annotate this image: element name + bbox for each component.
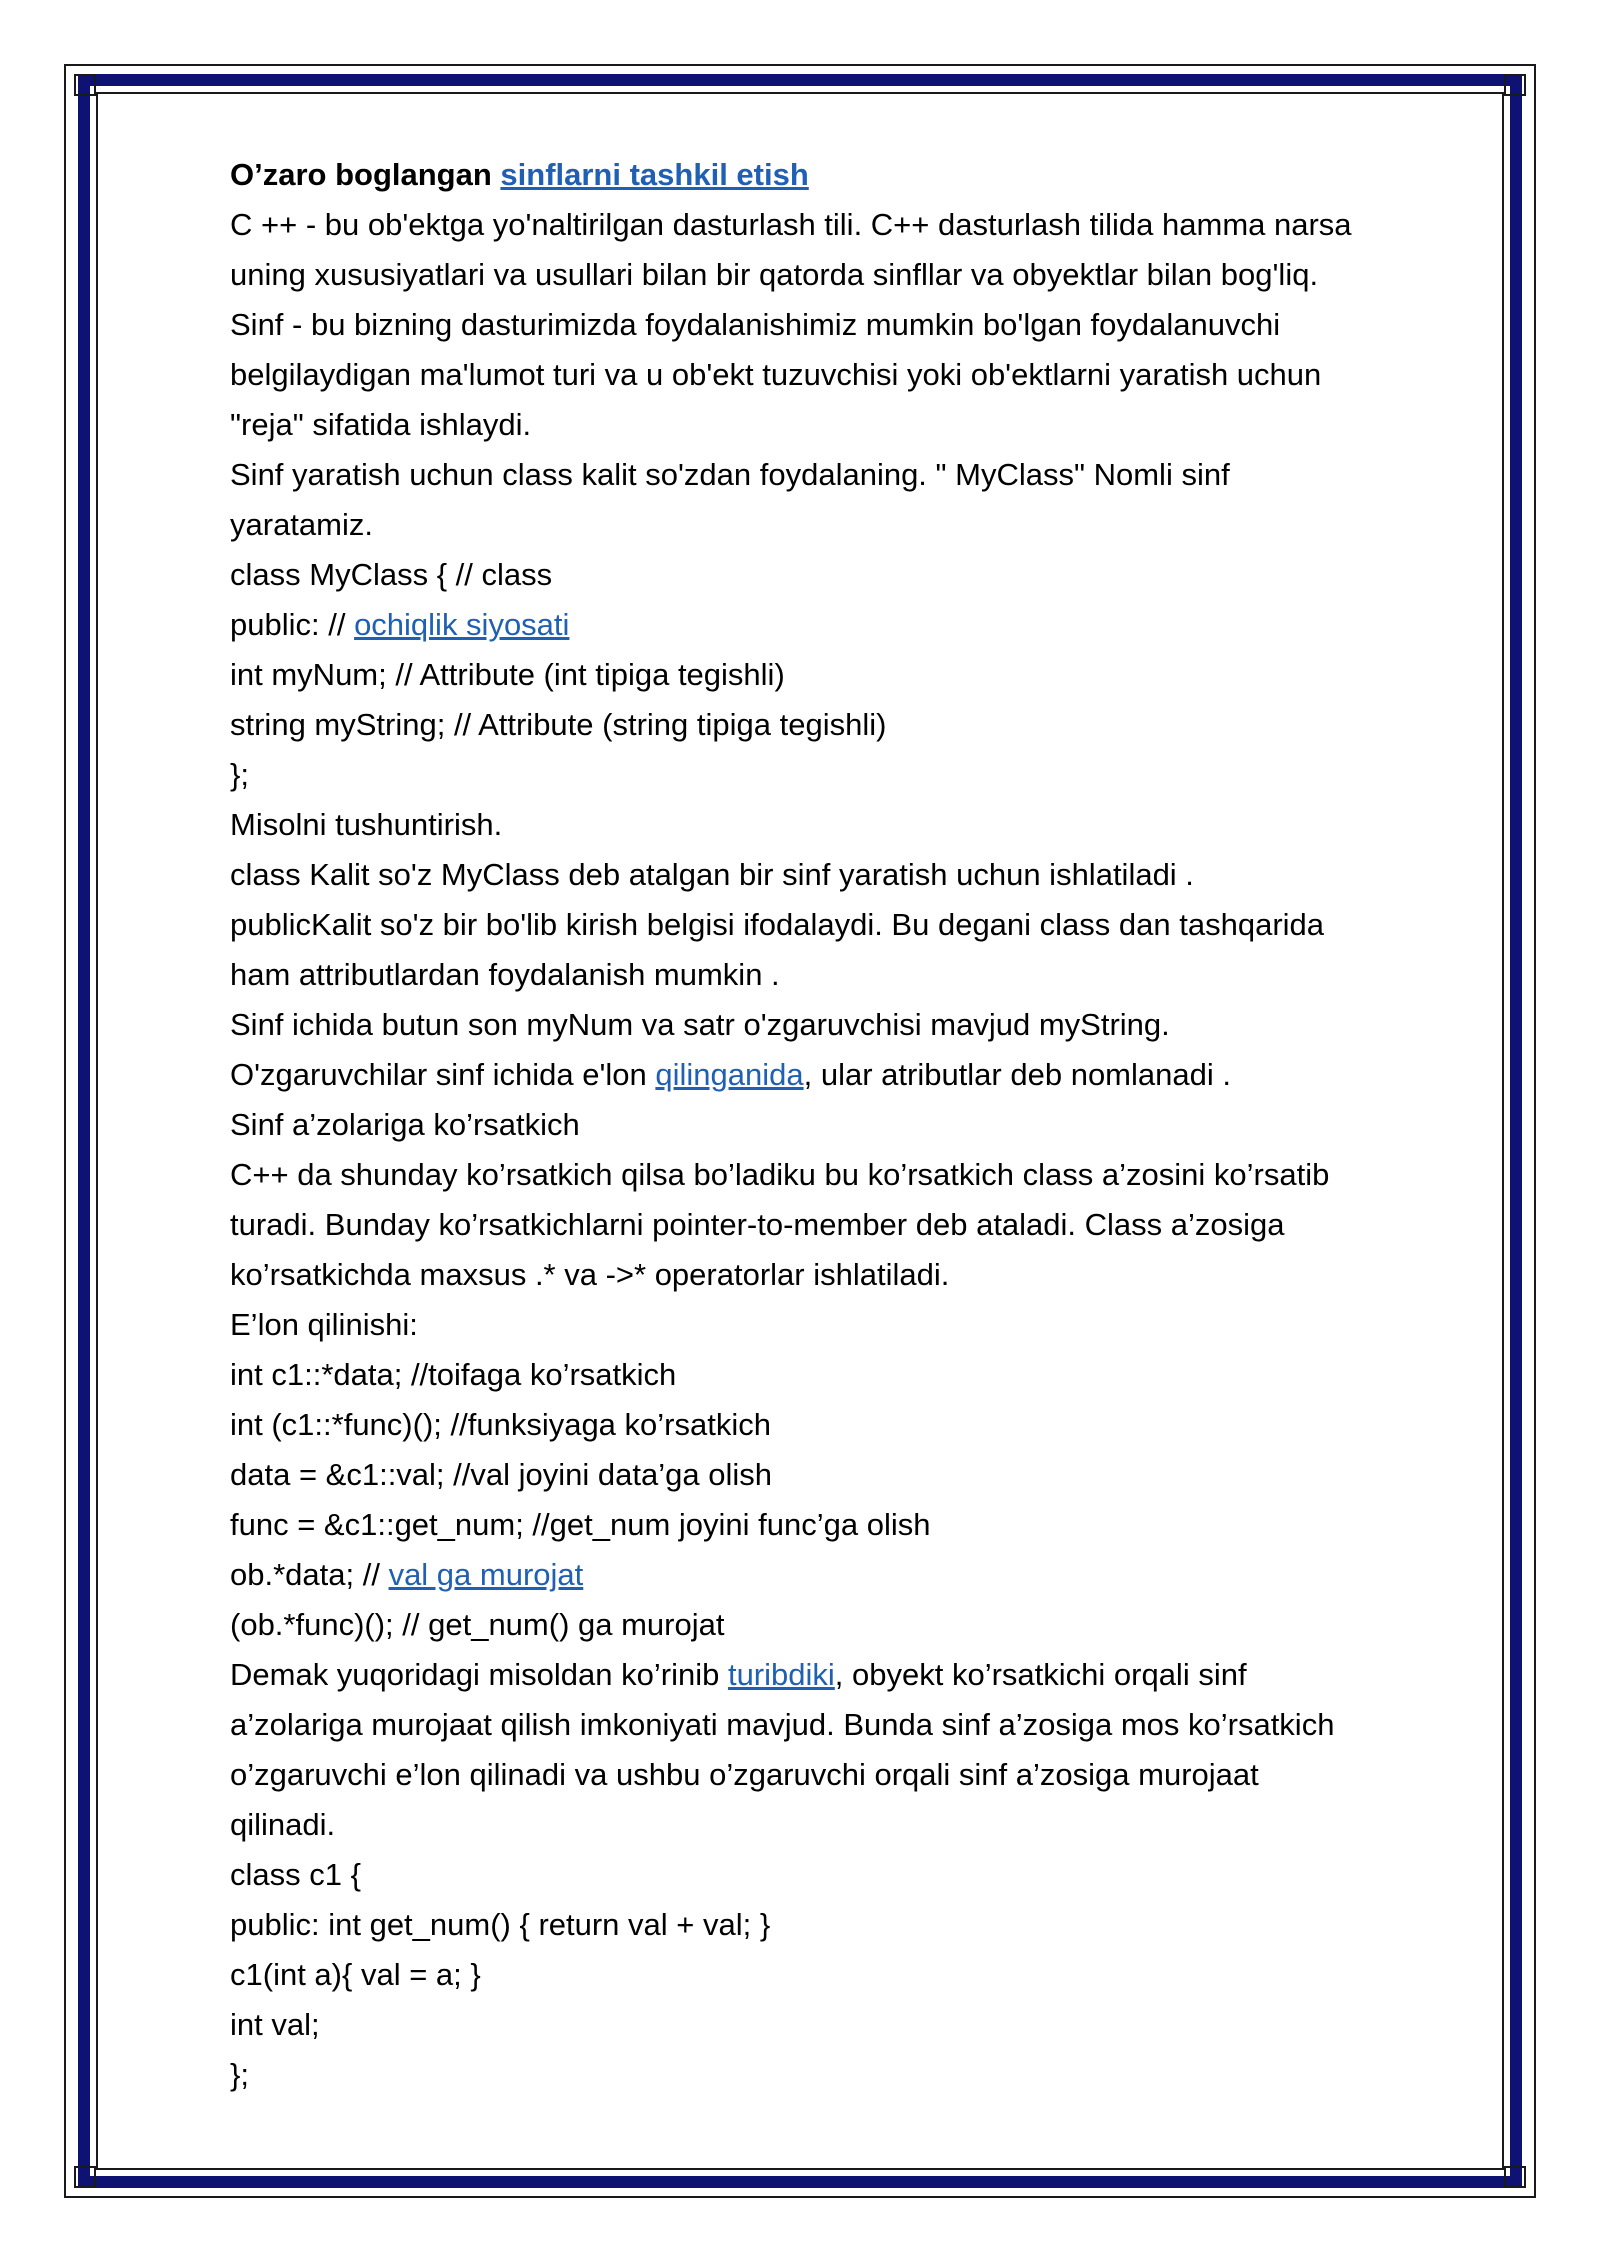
- code-line: class c1 {: [230, 1857, 361, 1892]
- text-line: qilinadi.: [230, 1807, 336, 1842]
- text-line: o’zgaruvchi e’lon qilinadi va ushbu o’zgaruvchi orqali sinf a’zosiga murojaat: [230, 1757, 1259, 1792]
- text-line: ko’rsatkichda maxsus .* va ->* operatorlar ishlatiladi.: [230, 1257, 950, 1292]
- text-line: turadi. Bunday ko’rsatkichlarni pointer-to-member deb ataladi. Class a’zosiga: [230, 1207, 1285, 1242]
- text-line: C ++ - bu ob'ektga yo'naltirilgan dasturlash tili. C++ dasturlash tilida hamma narsa: [230, 207, 1352, 242]
- code-line: int (c1::*func)(); //funksiyaga ko’rsatkich: [230, 1407, 771, 1442]
- text-line: class Kalit so'z MyClass deb atalgan bir sinf yaratish uchun ishlatiladi .: [230, 857, 1194, 892]
- title-prefix: O’zaro boglangan: [230, 157, 501, 192]
- code-line: func = &c1::get_num; //get_num joyini func’ga olish: [230, 1507, 931, 1542]
- code-line: string myString; // Attribute (string tipiga tegishli): [230, 707, 887, 742]
- text-line: ham attributlardan foydalanish mumkin .: [230, 957, 780, 992]
- text-line-declared: [230, 1050, 1490, 1100]
- qilinganida-link[interactable]: qilinganida: [655, 1057, 804, 1092]
- ob-prefix: ob.*data; //: [230, 1557, 389, 1592]
- code-line: int c1::*data; //toifaga ko’rsatkich: [230, 1357, 677, 1392]
- turibdiki-link[interactable]: turibdiki: [727, 1657, 835, 1692]
- border-corner-bottom-right: [1504, 2166, 1526, 2188]
- demak-prefix: Demak yuqoridagi misoldan ko’rinib: [230, 1657, 728, 1692]
- text-line: "reja" sifatida ishlaydi.: [230, 407, 532, 442]
- text-line: publicKalit so'z bir bo'lib kirish belgisi ifodalaydi. Bu degani class dan tashqarida: [230, 907, 1325, 942]
- text-line: C++ da shunday ko’rsatkich qilsa bo’ladiku bu ko’rsatkich class a’zosini ko’rsatib: [230, 1157, 1330, 1192]
- code-line: c1(int a){ val = a; }: [230, 1957, 481, 1992]
- title-link[interactable]: sinflarni tashkil etish: [500, 157, 809, 192]
- border-corner-bottom-left: [74, 2166, 96, 2188]
- border-corner-top-left: [74, 74, 96, 96]
- code-line: (ob.*func)(); // get_num() ga murojat: [230, 1607, 725, 1642]
- declared-suffix: , ular atributlar deb nomlanadi .: [803, 1057, 1231, 1092]
- document-title: [230, 150, 1490, 200]
- code-line: public: int get_num() { return val + val; }: [230, 1907, 771, 1942]
- text-line: Misolni tushuntirish.: [230, 807, 503, 842]
- val-ga-murojat-link[interactable]: val ga murojat: [388, 1557, 584, 1592]
- code-line: int myNum; // Attribute (int tipiga tegishli): [230, 657, 785, 692]
- code-line-ob-data: [230, 1550, 1490, 1600]
- text-line: Sinf - bu bizning dasturimizda foydalanishimiz mumkin bo'lgan foydalanuvchi: [230, 307, 1281, 342]
- code-line-public: [230, 600, 1490, 650]
- border-corner-top-right: [1504, 74, 1526, 96]
- text-line: Sinf yaratish uchun class kalit so'zdan foydalaning. " MyClass" Nomli sinf: [230, 457, 1230, 492]
- text-line: uning xususiyatlari va usullari bilan bir qatorda sinfllar va obyektlar bilan bog'liq.: [230, 257, 1319, 292]
- text-line: Sinf ichida butun son myNum va satr o'zgaruvchisi mavjud myString.: [230, 1007, 1170, 1042]
- ochiqlik-siyosati-link[interactable]: ochiqlik siyosati: [354, 607, 570, 642]
- code-line: int val;: [230, 2007, 320, 2042]
- demak-suffix: , obyekt ko’rsatkichi orqali sinf: [834, 1657, 1247, 1692]
- document-body: [230, 150, 1490, 2100]
- text-line: Sinf a’zolariga ko’rsatkich: [230, 1107, 580, 1142]
- text-line: a’zolariga murojaat qilish imkoniyati mavjud. Bunda sinf a’zosiga mos ko’rsatkich: [230, 1707, 1335, 1742]
- text-line: E’lon qilinishi:: [230, 1307, 418, 1342]
- public-prefix: public: //: [230, 607, 355, 642]
- text-line: yaratamiz.: [230, 507, 373, 542]
- text-line: belgilaydigan ma'lumot turi va u ob'ekt tuzuvchisi yoki ob'ektlarni yaratish uchun: [230, 357, 1322, 392]
- code-line: };: [230, 757, 249, 792]
- code-line: class MyClass { // class: [230, 557, 553, 592]
- code-line: data = &c1::val; //val joyini data’ga olish: [230, 1457, 772, 1492]
- code-line: };: [230, 2057, 249, 2092]
- text-line-demak: [230, 1650, 1490, 1700]
- declared-prefix: O'zgaruvchilar sinf ichida e'lon: [230, 1057, 656, 1092]
